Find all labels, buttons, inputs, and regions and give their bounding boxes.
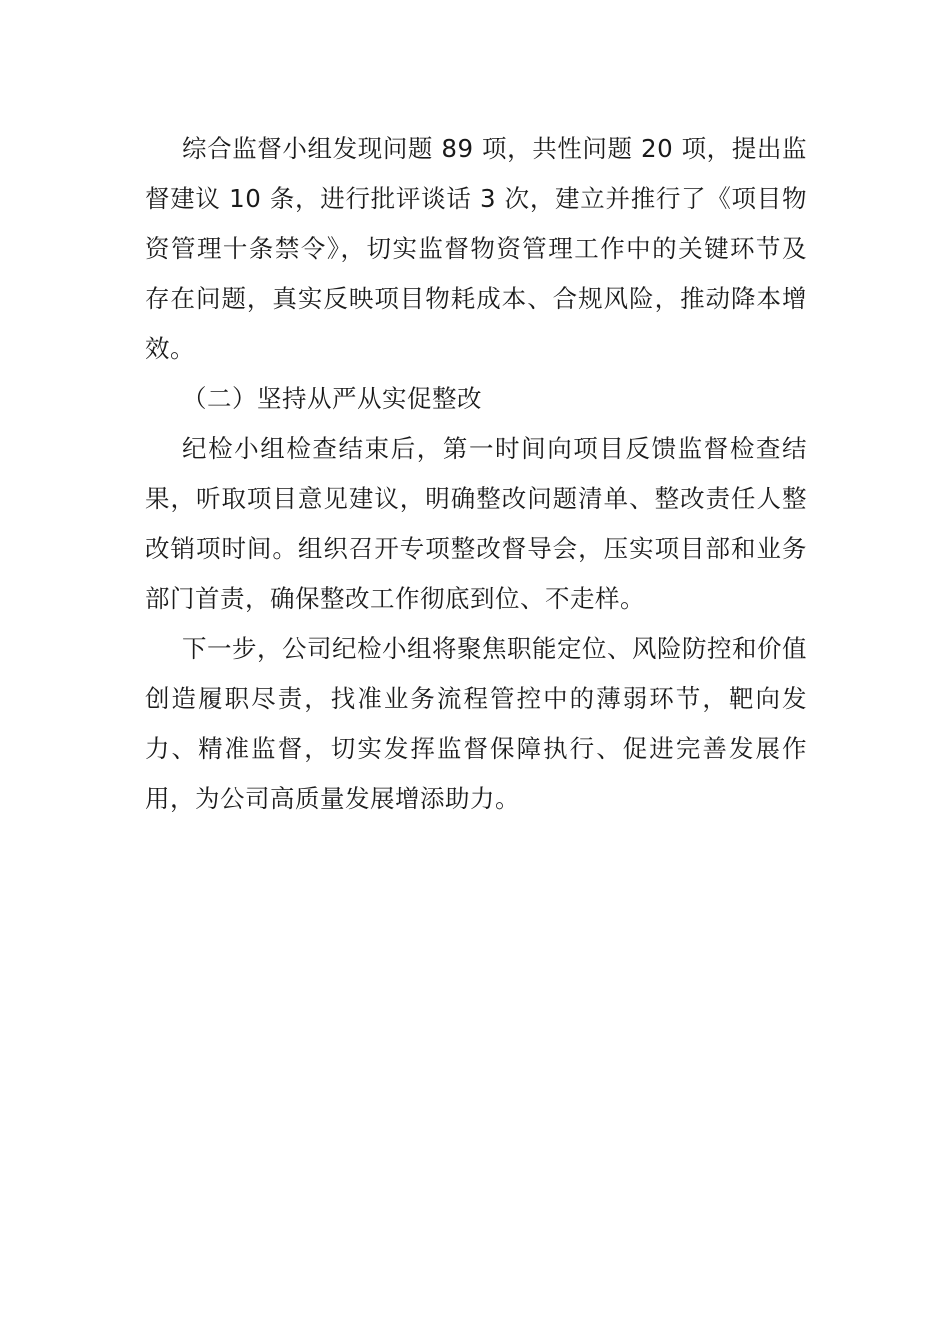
section-heading-rectification: （二）坚持从严从实促整改	[182, 384, 482, 413]
paragraph-next-steps: 下一步，公司纪检小组将聚焦职能定位、风险防控和价值创造履职尽责，找准业务流程管控中的薄弱环节，靶向发力、精准监督，切实发挥监督保障执行、促进完善发展作用，为公司高质量发展增添助力。	[145, 634, 807, 813]
document-body	[145, 124, 807, 824]
paragraph-supervision-findings: 综合监督小组发现问题 89 项，共性问题 20 项，提出监督建议 10 条，进行批评谈话 3 次，建立并推行了《项目物资管理十条禁令》，切实监督物资管理工作中的关键环节及存在问题，真实反映项目物耗成本、合规风险，推动降本增效。	[145, 134, 807, 363]
paragraph-rectification-feedback: 纪检小组检查结束后，第一时间向项目反馈监督检查结果，听取项目意见建议，明确整改问题清单、整改责任人整改销项时间。组织召开专项整改督导会，压实项目部和业务部门首责，确保整改工作彻底到位、不走样。	[145, 434, 807, 613]
